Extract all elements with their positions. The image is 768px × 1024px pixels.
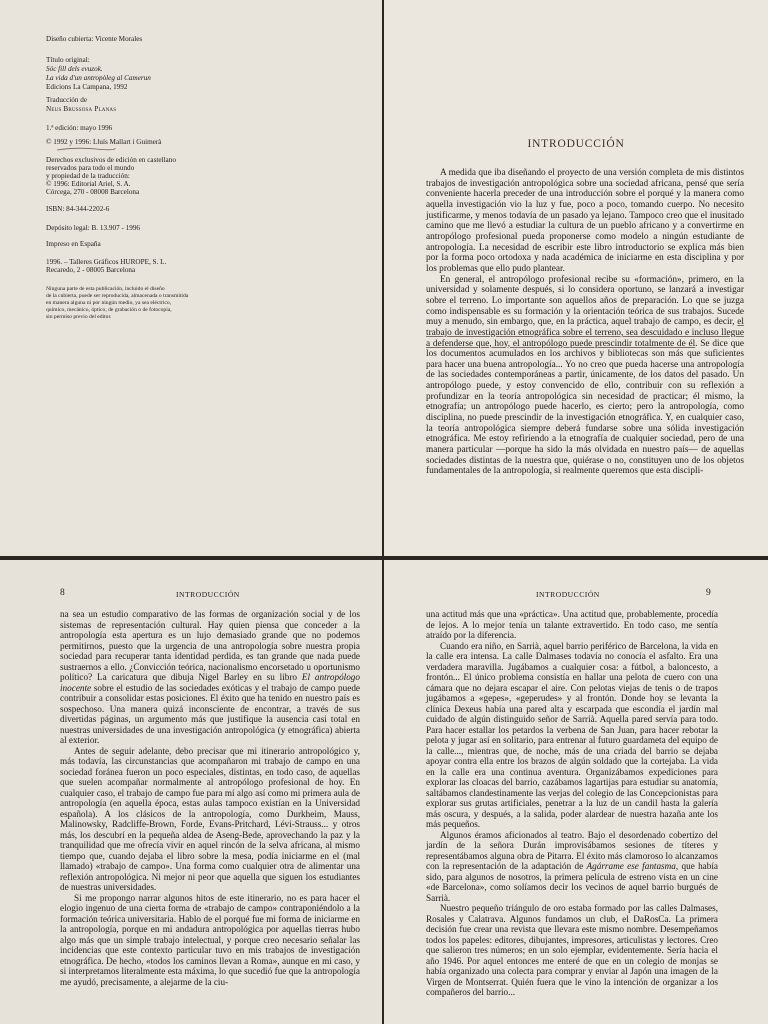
running-header: INTRODUCCIÓN xyxy=(176,590,240,599)
original-title-line-2: La vida d'un antropòleg al Camerun xyxy=(46,74,151,82)
page-9-paragraph-1: una actitud más que una «práctica». Una actitud que, probablemente, procedía de lejos. A lo mejor tenía un talante extravertido. En todo caso, me sentía atraído por la diferencia. xyxy=(426,609,718,640)
page-9-paragraph-2: Cuando era niño, en Sarrià, aquel barrio periférico de Barcelona, la vida en la calle era intensa. La calle Dalmases todavía no conocía el asfalto. Era una verdadera maravilla. Jugábamos a cualquier cosa: a fútbol, a baloncesto, a frontón... El único problema consistía en hallar una pelota de cuero con una cámara que no dejara escapar el aire. Con pelotas viejas de tenis o de trapos jugábamos a «gepes», «geperudes» y al frontón. Donde hoy se levanta la clínica Dexeus había una pared alta y escarpada que escondía el jardín mal cuidado de algún distinguido señor de Sarrià. Aquella pared servía para todo. Para hacer estallar los petardos la verbena de San Juan, para hacer rebotar la pelota y jugar así en solitario, para entrenar al futuro guardameta del equipo de la calle..., mientras que, de noche, más de una criada del barrio se dejaba apoyar contra ella entre los brazos de algún soldado que la cortejaba. La vida en la calle era una continua aventura. Organizábamos expediciones para explorar las cloacas del barrio, cazábamos lagartijas para estudiar su anatomía, saltábamos clandestinamente las verjas del colegio de las Concepcionistas para explorar sus grutas artificiales, penetrar a la luz de un candil hasta la galería más oscura, y después, a la salida, poder alardear de nuestra hazaña ante los más pequeños. xyxy=(426,640,718,829)
page-8-paragraph-3: Si me propongo narrar algunos hitos de este itinerario, no es para hacer el elogio ingenuo de una cierta forma de «trabajo de campo» contraponiéndolo a la formación teórica universitaria. Hablo de el porqué fue mi forma de iniciarme en la antropología, porque en mi andadura antropológica por aquellas tierras hubo algo más que un simple trabajo intelectual, y porque creo necesario señalar las incidencias que este contexto particular tuvo en mis trabajos de investigación etnográfica. De hecho, «todos los caminos llevan a Roma», aunque en mi caso, y si interpretamos literalmente esta máxima, lo que sucedió fue que la antropología me ayudó, precisamente, a alejarme de la ciu- xyxy=(60,892,360,987)
translation-label: Traducción de xyxy=(46,96,88,104)
translator-name: Neus Brussosa Planas xyxy=(46,105,117,113)
chapter-title: INTRODUCCIÓN xyxy=(527,138,625,150)
printer-line-1: 1996. – Talleres Gráficos HUROPE, S. L. xyxy=(46,258,167,266)
page-8-paragraph-2: Antes de seguir adelante, debo precisar que mi itinerario antropológico y, más todavía, las circunstancias que acompañaron mi trabajo de campo en una sociedad foránea fueron un poco especiales, distintas, en todo caso, de aquellas que suelen acompañar normalmente al antropólogo profesional de hoy. En cualquier caso, el trabajo de campo fue para mí algo así como mi primera aula de antropología (en aquella época, estas aulas tampoco existían en la Universidad española). A los clásicos de la antropología, como Durkheim, Mauss, Malinowsky, Radcliffe-Brown, Forde, Evans-Pritchard, Lévi-Strauss... y otros más, los descubrí en la pequeña aldea de Aseng-Bede, aprovechando la paz y la tranquilidad que me ofrecía vivir en aquel rincón de la selva africana, al mismo tiempo que, cuando dejaba el libro sobre la mesa, podía iniciarme en el (mal llamado) «trabajo de campo». Una forma como cualquier otra de alimentar una reflexión antropológica. Ni mejor ni peor que aquella que siguen los estudiantes de nuestras universidades. xyxy=(60,745,360,892)
page-number: 8 xyxy=(60,588,65,598)
pen-underline-mark xyxy=(56,146,116,152)
legal-deposit: Depósito legal: B. 13.907 - 1996 xyxy=(46,224,141,232)
page-8-paragraph-1: na sea un estudio comparativo de las formas de organización social y de los sistemas de representación cultural. Hay quien piensa que conceder a la antropología esta apertura es un lujo demasiado grande que no podemos permitirnos, puesto que la urgencia de una antropología sobre nuestra propia sociedad para recuperar tanta identidad perdida, es tan grande que nada puede sustraernos a ello. ¿Convicción teórica, nacionalismo encorsetado u oportunismo político? La caricatura que dibuja Nigel Barley en su libro El antropólogo inocente sobre el estudio de las sociedades exóticas y el trabajo de campo puede contribuir a consolidar estas posiciones. El éxito que ha tenido en nuestro país es sospechoso. Una manera quizá inconsciente de encontrar, a través de sus divertidas páginas, un argumento más que justifique la ausencia casi total en nuestras universidades de una investigación antropológica (y etnográfica) abierta al exterior. xyxy=(60,609,360,745)
first-edition: 1.ª edición: mayo 1996 xyxy=(46,124,113,132)
book-title: El antropólogo inocente xyxy=(60,672,360,693)
rights-notice-3: en manera alguna ni por ningún medio, ya sea eléctrico, xyxy=(46,300,172,306)
play-title: Agárrame ese fantasma xyxy=(586,861,676,871)
rights-line-4: © 1996: Editorial Ariel, S. A. xyxy=(46,180,131,188)
original-title-label: Título original: xyxy=(46,56,90,64)
rights-notice-2: de la cubierta, puede ser reproducida, almacenada o transmitida xyxy=(46,293,189,299)
intro-body-text xyxy=(426,168,744,477)
rights-line-2: reservados para todo el mundo xyxy=(46,164,135,172)
rights-notice-4: químico, mecánico, óptico, de grabación o de fotocopia, xyxy=(46,307,172,313)
page-8-body-text xyxy=(60,609,360,987)
cover-design-credit: Diseño cubierta: Vicente Morales xyxy=(46,35,143,43)
page-9-paragraph-4: Nuestro pequeño triángulo de oro estaba formado por las calles Dalmases, Rosales y Calatrava. Algunos fundamos un club, el DaRosCa. La primera decisión fue crear una revista que llevara este mismo nombre. Desempeñamos todos los papeles: editores, dibujantes, impresores, articulistas y lectores. Creo que salieron tres números; en un solo ejemplar, evidentemente. Sería hacia el año 1946. Por aquel entonces me enteré de que en un colegio de monjas se había organizado una colecta para comprar y enviar al Japón una imagen de la Virgen de Montserrat. Quién fuera que le vino la intención de organizar a los compañeros del barrio... xyxy=(426,903,718,997)
original-publisher: Edicions La Campana, 1992 xyxy=(46,83,128,91)
original-title-line-1: Sóc fill dels evuzok. xyxy=(46,65,103,73)
running-header: INTRODUCCIÓN xyxy=(536,590,600,599)
printer-line-2: Recaredo, 2 - 08005 Barcelona xyxy=(46,266,136,274)
page-8 xyxy=(0,560,382,1024)
intro-paragraph-1: A medida que iba diseñando el proyecto de una versión completa de mis distintos trabajos de investigación antropológica sobre una sociedad africana, pensé que sería conveniente hacerla preceder de una introducción sobre el porqué y la manera como aquella investigación vio la luz y fue, poco a poco, tomando cuerpo. No necesito justificarme, y menos todavía de un pasado ya lejano. Tampoco creo que el inusitado camino que me llevó a estudiar la cultura de un pueblo africano y a convertirme en antropólogo profesional pueda proponerse como modelo a ningún estudiante de antropología. La necesidad de escribir este libro introductorio se explica más bien por la forma poco ortodoxa y nada académica de iniciarme en esta disciplina y por los problemas que ello pudo plantear. xyxy=(426,168,744,274)
rights-line-1: Derechos exclusivos de edición en castellano xyxy=(46,156,176,164)
colophon-page xyxy=(0,0,382,556)
printed-in: Impreso en España xyxy=(46,240,101,248)
underlined-passage: el trabajo de investigación etnográfica sobre el terreno, sea descuidado e incluso llegue a defenderse que, hoy, el antropólogo puede prescindir totalmente de él xyxy=(426,317,744,349)
page-9-paragraph-3: Algunos éramos aficionados al teatro. Bajo el desordenado cobertizo del jardín de la señora Durán improvisábamos sesiones de títeres y representábamos alguna obra de Pitarra. El éxito más clamoroso lo alcanzamos con la representación de la adaptación de Agárrame ese fantasma, que había sido, para algunos de nosotros, la primera película de estreno vista en un cine «de Barcelona», como solíamos decir los vecinos de aquel barrio burgués de Sarrià. xyxy=(426,829,718,903)
rights-notice-5: sin permiso previo del editor. xyxy=(46,314,112,320)
introduction-opening-page xyxy=(384,0,768,556)
isbn: ISBN: 84-344-2202-6 xyxy=(46,205,110,213)
intro-paragraph-2: En general, el antropólogo profesional recibe su «formación», primero, en la universidad y solamente después, si lo considera oportuno, se lanzará a investigar sobre el terreno. Lo importante son aquellos años de preparación. Lo que se juzga como indispensable es su formación y la orientación teórica de sus trabajos. Sucede muy a menudo, sin embargo, que, en la práctica, aquel trabajo de campo, es decir, el trabajo de investigación etnográfica sobre el terreno, sea descuidado e incluso llegue a defenderse que, hoy, el antropólogo puede prescindir totalmente de él. Se dice que los documentos acumulados en los archivos y bibliotecas son más que suficientes para hacer una buena antropología... Yo no creo que pueda hacerse una antropología de las sociedades contemporáneas a partir, únicamente, de los datos del pasado. Un antropólogo puede, y estoy convencido de ello, contribuir con su reflexión a profundizar en la teoría antropológica sin necesidad de practicar; él mismo, la etnografía; un antropólogo puede hacerlo, es cierto; pero la antropología, como disciplina, no puede prescindir de la investigación etnográfica. Y, en cualquier caso, la teoría antropológica siempre deberá fundarse sobre una sólida investigación etnográfica. Me estoy refiriendo a la etnografía de cualquier sociedad, pero de una manera particular —porque ha sido la más olvidada en nuestro país— de aquellas sociedades distintas de la nuestra que, quiérase o no, constituyen uno de los objetos fundamentales de la antropología, si realmente queremos que esta discipli- xyxy=(426,274,744,477)
page-number: 9 xyxy=(706,588,711,598)
rights-line-5: Córcega, 270 - 08008 Barcelona xyxy=(46,188,140,196)
page-9-body-text xyxy=(426,609,718,998)
rights-notice-1: Ninguna parte de esta publicación, incluido el diseño xyxy=(46,286,165,292)
rights-line-3: y propiedad de la traducción: xyxy=(46,172,130,180)
copyright-author: © 1992 y 1996: Lluís Mallart i Guimerà xyxy=(46,138,162,146)
page-9 xyxy=(384,560,768,1024)
